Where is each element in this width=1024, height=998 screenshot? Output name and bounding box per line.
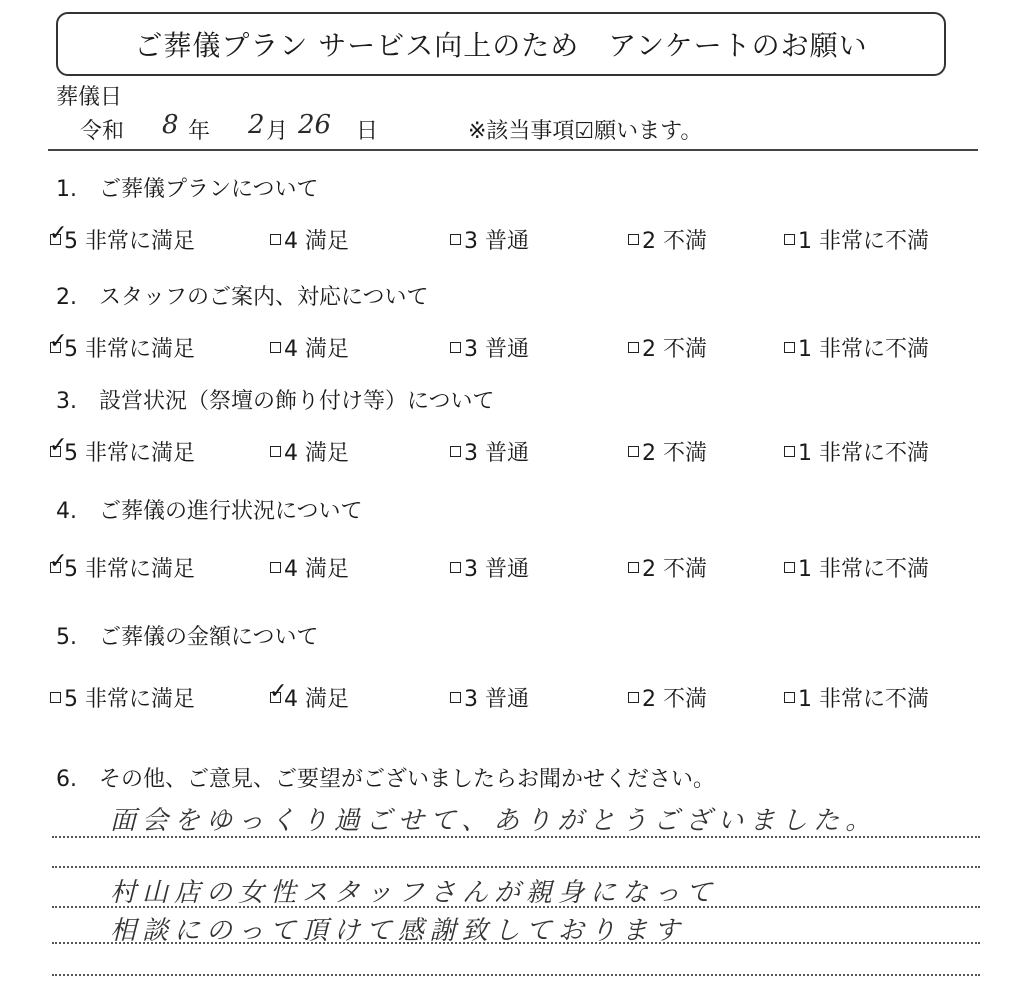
q4-option-1[interactable] [784,552,929,583]
q6-label: 6. その他、ご意見、ご要望がございましたらお聞かせください。 [56,767,715,792]
comment-line-1[interactable]: 面会をゆっくり過ごせて、ありがとうございました。 [110,806,878,836]
option-label: 1 非常に不満 [798,441,929,466]
survey-title-text: ご葬儀プラン サービス向上のため アンケートのお願い [134,29,868,62]
funeral-date-label: 葬儀日 [56,85,123,110]
checkbox-icon[interactable] [784,562,795,573]
checkbox-icon[interactable] [450,562,461,573]
instruction-note: ※該当事項☑願います。 [468,119,703,144]
question-4-label: 4. ご葬儀の進行状況について [56,499,363,524]
question-3-label: 3. 設営状況（祭壇の飾り付け等）について [56,389,495,414]
option-label: 4 満足 [284,687,349,712]
checkbox-icon[interactable] [784,446,795,457]
checkbox-icon[interactable] [49,549,68,574]
year-unit: 年 [188,119,211,144]
checkbox-icon[interactable] [49,329,68,354]
q2-option-5[interactable] [49,329,195,363]
q3-option-5[interactable] [49,433,195,467]
question-2-label: 2. スタッフのご案内、対応について [56,285,429,310]
checkbox-icon[interactable] [628,446,639,457]
comment-line-2[interactable]: 村山店の女性スタッフさんが親身になって [110,878,719,908]
checkbox-icon[interactable] [450,692,461,703]
option-label: 5 非常に満足 [64,687,195,712]
checkbox-icon[interactable] [270,342,281,353]
q1-option-2[interactable] [628,224,707,255]
comment-line-3[interactable]: 相談にのって頂けて感謝致しております [110,916,686,946]
option-label: 3 普通 [464,337,529,362]
q1-option-1[interactable] [784,224,929,255]
q2-option-4[interactable] [270,332,349,363]
checkbox-icon[interactable] [270,446,281,457]
q5-option-5[interactable] [50,682,195,713]
option-label: 1 非常に不満 [798,229,929,254]
option-label: 5 非常に満足 [64,229,195,254]
option-label: 3 普通 [464,557,529,582]
option-label: 5 非常に満足 [64,557,195,582]
checkmark-icon: ✓ [49,329,68,354]
checkbox-icon[interactable] [628,234,639,245]
month-value[interactable]: 2 [248,110,265,140]
q4-option-4[interactable] [270,552,349,583]
survey-title [56,12,946,76]
checkbox-icon[interactable] [450,342,461,353]
q5-option-3[interactable] [450,682,529,713]
option-label: 2 不満 [642,441,707,466]
option-label: 3 普通 [464,441,529,466]
option-label: 1 非常に不満 [798,557,929,582]
header-divider [48,149,978,151]
day-unit: 日 [356,119,379,144]
comment-rule-5 [52,974,980,976]
month-unit: 月 [266,119,289,144]
q4-option-2[interactable] [628,552,707,583]
comment-rule-1 [52,836,980,838]
checkbox-icon[interactable] [784,342,795,353]
day-value[interactable]: 26 [298,110,332,140]
checkmark-icon: ✓ [269,679,288,704]
option-label: 2 不満 [642,687,707,712]
q2-option-2[interactable] [628,332,707,363]
q4-option-5[interactable] [49,549,195,583]
q1-option-5[interactable] [49,221,195,255]
q5-option-2[interactable] [628,682,707,713]
q5-option-4[interactable] [269,679,349,713]
option-label: 4 満足 [284,229,349,254]
option-label: 5 非常に満足 [64,337,195,362]
year-value[interactable]: 8 [162,110,179,140]
question-1-label: 1. ご葬儀プランについて [56,177,319,202]
checkbox-icon[interactable] [784,234,795,245]
q3-option-1[interactable] [784,436,929,467]
option-label: 2 不満 [642,229,707,254]
checkmark-icon: ✓ [49,221,68,246]
checkbox-icon[interactable] [270,562,281,573]
checkbox-icon[interactable] [628,562,639,573]
q1-option-4[interactable] [270,224,349,255]
comment-rule-3 [52,906,980,908]
checkbox-icon[interactable] [49,221,68,246]
comment-rule-4 [52,942,980,944]
option-label: 4 満足 [284,557,349,582]
checkbox-icon[interactable] [628,342,639,353]
checkbox-icon[interactable] [270,234,281,245]
q3-option-3[interactable] [450,436,529,467]
checkbox-icon[interactable] [628,692,639,703]
checkbox-icon[interactable] [269,679,288,704]
checkbox-icon[interactable] [784,692,795,703]
checkbox-icon[interactable] [49,433,68,458]
checkbox-icon[interactable] [450,234,461,245]
q5-option-1[interactable] [784,682,929,713]
option-label: 2 不満 [642,337,707,362]
option-label: 3 普通 [464,687,529,712]
comment-rule-2 [52,866,980,868]
option-label: 4 満足 [284,337,349,362]
option-label: 2 不満 [642,557,707,582]
option-label: 1 非常に不満 [798,337,929,362]
checkmark-icon: ✓ [49,433,68,458]
q2-option-3[interactable] [450,332,529,363]
era-label: 令和 [80,119,125,144]
q4-option-3[interactable] [450,552,529,583]
checkbox-icon[interactable] [50,692,61,703]
checkbox-icon[interactable] [450,446,461,457]
option-label: 1 非常に不満 [798,687,929,712]
q2-option-1[interactable] [784,332,929,363]
q1-option-3[interactable] [450,224,529,255]
q3-option-2[interactable] [628,436,707,467]
option-label: 4 満足 [284,441,349,466]
option-label: 5 非常に満足 [64,441,195,466]
q3-option-4[interactable] [270,436,349,467]
option-label: 3 普通 [464,229,529,254]
checkmark-icon: ✓ [49,549,68,574]
question-5-label: 5. ご葬儀の金額について [56,625,319,650]
